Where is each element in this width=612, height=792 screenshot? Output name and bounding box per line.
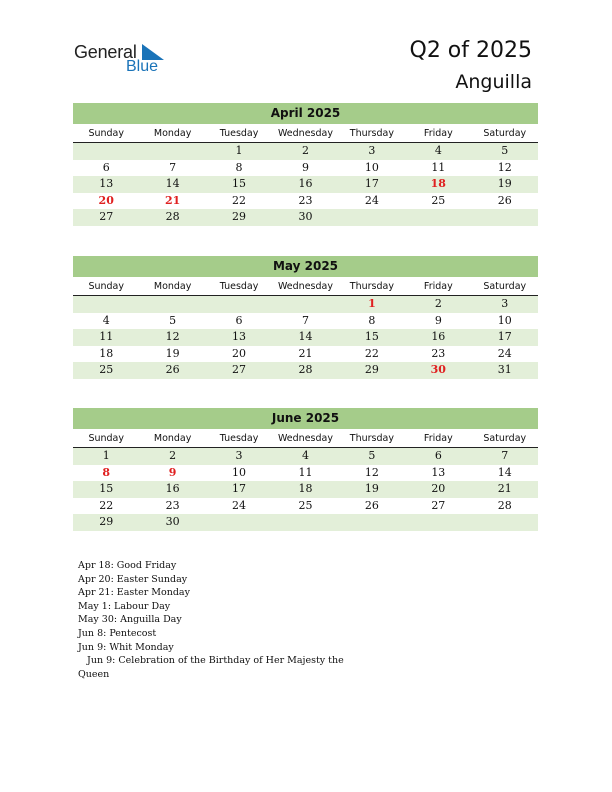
holiday-note: Jun 9: Celebration of the Birthday of Her Majesty the: [78, 655, 344, 667]
holiday-day-cell: 20: [98, 193, 114, 207]
day-cell: 26: [364, 498, 379, 512]
weekday-label: Monday: [153, 281, 192, 292]
weekday-label: Wednesday: [277, 281, 333, 292]
week-row: [73, 329, 538, 346]
weekday-header-row: [73, 126, 538, 143]
weekday-label: Friday: [423, 433, 453, 444]
day-cell: 30: [298, 210, 313, 223]
day-cell: 9: [434, 313, 442, 327]
holiday-note: May 30: Anguilla Day: [78, 614, 182, 626]
month-may: [73, 256, 538, 379]
weekday-label: Wednesday: [277, 433, 333, 444]
week-row: [73, 514, 538, 531]
day-cell: 20: [431, 482, 446, 495]
day-cell: [472, 209, 538, 226]
weekday-label: Tuesday: [219, 128, 259, 139]
weekday-label: Friday: [423, 128, 453, 139]
week-row: [73, 498, 538, 515]
day-cell: 27: [232, 363, 247, 376]
week-row: [73, 346, 538, 363]
day-cell: 22: [364, 346, 379, 360]
day-cell: [139, 296, 205, 313]
day-cell: 23: [298, 193, 313, 207]
day-cell: 14: [165, 177, 180, 190]
day-cell: 15: [232, 177, 247, 190]
day-cell: 19: [165, 346, 180, 360]
month-april: [73, 103, 538, 226]
month-title: April 2025: [73, 103, 538, 124]
day-cell: 28: [165, 210, 180, 223]
day-cell: 22: [232, 193, 247, 207]
day-cell: 29: [99, 515, 114, 528]
day-cell: 7: [169, 160, 177, 174]
week-row: [73, 448, 538, 465]
day-cell: 16: [165, 482, 180, 495]
day-cell: 23: [431, 346, 446, 360]
day-cell: 6: [235, 313, 243, 327]
day-cell: 7: [301, 313, 309, 327]
day-cell: 22: [99, 498, 114, 512]
weekday-label: Tuesday: [219, 433, 259, 444]
weekday-label: Thursday: [349, 281, 394, 292]
week-row: [73, 176, 538, 193]
page-subtitle: Anguilla: [455, 71, 532, 93]
day-cell: 25: [431, 193, 446, 207]
holiday-note: Apr 20: Easter Sunday: [78, 573, 188, 585]
month-title: May 2025: [73, 256, 538, 277]
day-cell: 11: [99, 330, 114, 343]
holiday-day-cell: 18: [430, 177, 446, 190]
day-cell: 26: [497, 193, 512, 207]
day-cell: 4: [102, 313, 110, 327]
week-row: [73, 160, 538, 177]
logo-text-blue: Blue: [126, 58, 159, 75]
day-cell: 13: [232, 330, 247, 343]
day-cell: 2: [301, 144, 309, 157]
day-cell: 26: [165, 363, 180, 376]
day-cell: 3: [235, 449, 243, 462]
day-cell: 12: [364, 465, 379, 479]
day-cell: 17: [497, 330, 512, 343]
day-cell: 2: [169, 449, 177, 462]
day-cell: [272, 296, 338, 313]
day-cell: 13: [431, 465, 446, 479]
week-row: [73, 465, 538, 482]
holiday-day-cell: 9: [168, 465, 177, 479]
day-cell: 3: [368, 144, 376, 157]
day-cell: [73, 143, 139, 160]
week-row: [73, 143, 538, 160]
weekday-label: Thursday: [349, 128, 394, 139]
day-cell: 4: [301, 449, 309, 462]
logo: [74, 42, 174, 78]
holiday-day-cell: 8: [102, 465, 111, 479]
day-cell: [339, 514, 405, 531]
day-cell: 10: [364, 160, 379, 174]
day-cell: 18: [99, 346, 114, 360]
week-row: [73, 313, 538, 330]
day-cell: 20: [232, 346, 247, 360]
weekday-label: Saturday: [483, 128, 527, 139]
week-row: [73, 193, 538, 210]
day-cell: 3: [501, 297, 509, 310]
day-cell: [405, 209, 471, 226]
day-cell: 27: [99, 210, 114, 223]
day-cell: 17: [364, 177, 379, 190]
day-cell: [206, 514, 272, 531]
week-row: [73, 209, 538, 226]
holiday-note: Jun 9: Whit Monday: [78, 641, 174, 653]
day-cell: 13: [99, 177, 114, 190]
day-cell: 11: [431, 160, 446, 174]
holiday-day-cell: 30: [430, 363, 446, 376]
day-cell: 6: [434, 449, 442, 462]
day-cell: 29: [364, 363, 379, 376]
day-cell: 1: [235, 144, 243, 157]
day-cell: 5: [501, 144, 509, 157]
month-june: [73, 408, 538, 531]
day-cell: 24: [497, 346, 512, 360]
weekday-label: Sunday: [88, 281, 124, 292]
day-cell: 5: [169, 313, 177, 327]
day-cell: 21: [298, 346, 313, 360]
weekday-label: Thursday: [349, 433, 394, 444]
day-cell: 14: [298, 330, 313, 343]
weekday-label: Monday: [153, 128, 192, 139]
page-title: Q2 of 2025: [409, 38, 532, 63]
day-cell: 23: [165, 498, 180, 512]
day-cell: [339, 209, 405, 226]
day-cell: 7: [501, 449, 509, 462]
weekday-label: Tuesday: [219, 281, 259, 292]
week-row: [73, 362, 538, 379]
day-cell: 11: [298, 465, 313, 479]
day-cell: [73, 296, 139, 313]
day-cell: [472, 514, 538, 531]
day-cell: 18: [298, 482, 313, 495]
day-cell: 1: [102, 449, 110, 462]
day-cell: 6: [102, 160, 110, 174]
day-cell: 8: [235, 160, 243, 174]
weekday-label: Friday: [423, 281, 453, 292]
day-cell: 16: [298, 177, 313, 190]
day-cell: 9: [301, 160, 309, 174]
weekday-label: Wednesday: [277, 128, 333, 139]
holiday-day-cell: 1: [368, 297, 376, 310]
day-cell: 12: [497, 160, 512, 174]
day-cell: 4: [434, 144, 442, 157]
weekday-header-row: [73, 279, 538, 296]
weekday-label: Saturday: [483, 433, 527, 444]
day-cell: 12: [165, 330, 180, 343]
day-cell: 10: [232, 465, 247, 479]
day-cell: 2: [434, 297, 442, 310]
day-cell: 25: [298, 498, 313, 512]
day-cell: 28: [497, 498, 512, 512]
day-cell: 24: [364, 193, 379, 207]
holiday-note: May 1: Labour Day: [78, 600, 171, 612]
weekday-label: Monday: [153, 433, 192, 444]
week-row: [73, 481, 538, 498]
day-cell: 24: [232, 498, 247, 512]
day-cell: [139, 143, 205, 160]
day-cell: 15: [99, 482, 114, 495]
day-cell: 21: [497, 482, 512, 495]
holiday-note: Jun 8: Pentecost: [78, 627, 157, 639]
day-cell: 19: [364, 482, 379, 495]
day-cell: [272, 514, 338, 531]
holiday-list: [78, 559, 378, 681]
weekday-header-row: [73, 431, 538, 448]
month-title: June 2025: [73, 408, 538, 429]
day-cell: 5: [368, 449, 376, 462]
holiday-note: Queen: [78, 668, 110, 680]
day-cell: 16: [431, 330, 446, 343]
day-cell: 17: [232, 482, 247, 495]
day-cell: 10: [497, 313, 512, 327]
day-cell: 14: [497, 465, 512, 479]
logo-text-general: General: [74, 42, 137, 62]
day-cell: 15: [364, 330, 379, 343]
day-cell: 31: [497, 363, 512, 376]
day-cell: 19: [497, 177, 512, 190]
day-cell: 25: [99, 363, 114, 376]
holiday-note: Apr 18: Good Friday: [78, 560, 177, 571]
weekday-label: Saturday: [483, 281, 527, 292]
holiday-note: Apr 21: Easter Monday: [78, 587, 190, 599]
day-cell: 30: [165, 515, 180, 528]
day-cell: 8: [368, 313, 376, 327]
day-cell: [405, 514, 471, 531]
day-cell: 28: [298, 363, 313, 376]
holiday-day-cell: 21: [164, 193, 181, 207]
weekday-label: Sunday: [88, 128, 124, 139]
day-cell: 27: [431, 498, 446, 512]
week-row: [73, 296, 538, 313]
weekday-label: Sunday: [88, 433, 124, 444]
day-cell: [206, 296, 272, 313]
day-cell: 29: [232, 210, 247, 223]
